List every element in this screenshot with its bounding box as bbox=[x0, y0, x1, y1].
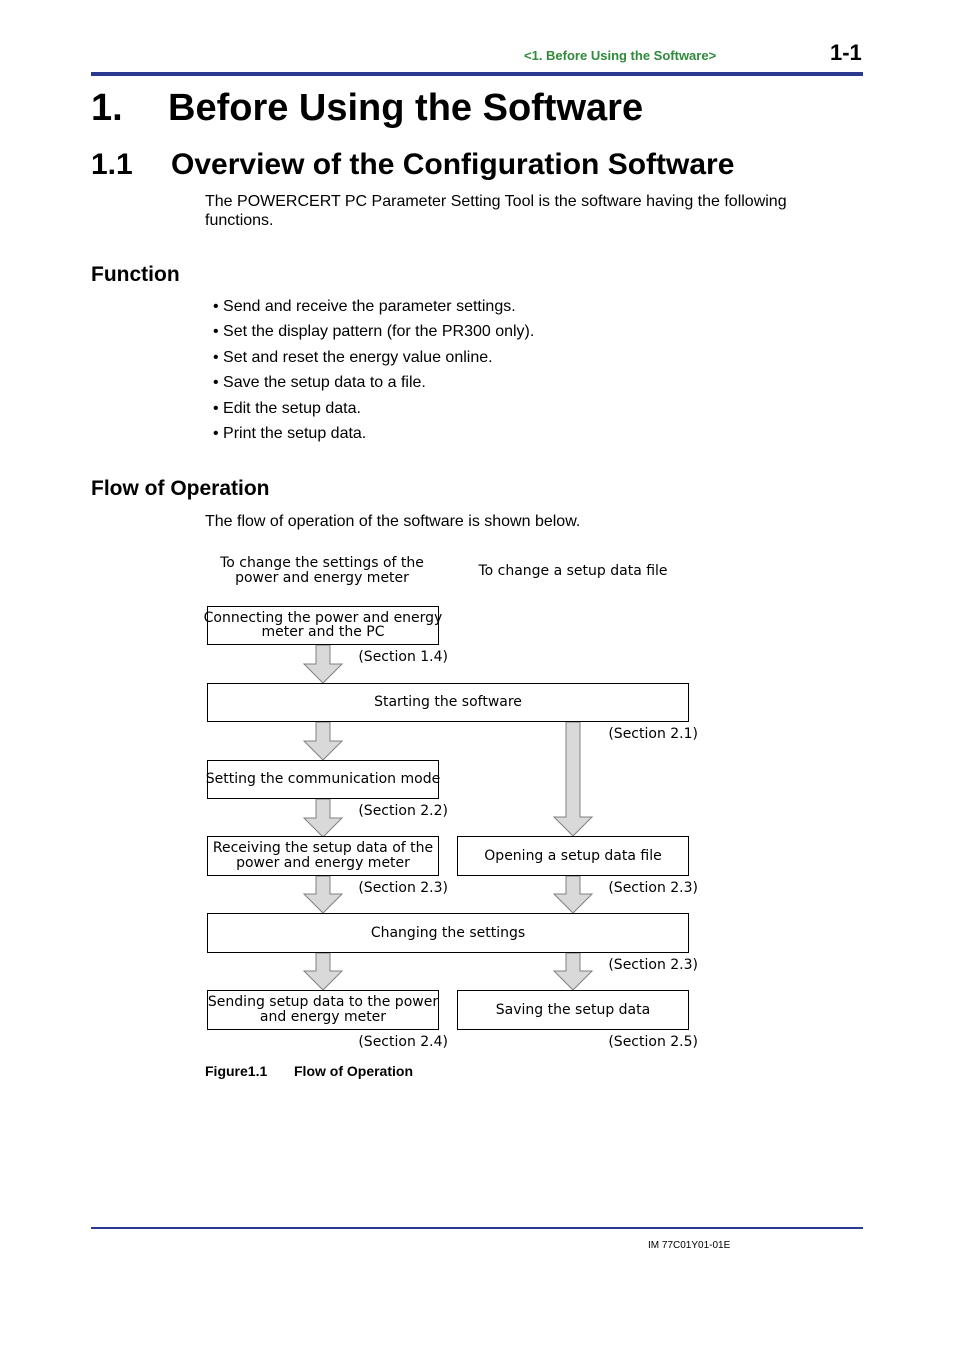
step-change-text: Changing the settings bbox=[370, 925, 526, 941]
arrow-down bbox=[304, 722, 342, 760]
list-item: • Edit the setup data. bbox=[213, 399, 361, 417]
footer-rule bbox=[91, 1227, 863, 1229]
intro-paragraph: The POWERCERT PC Parameter Setting Tool is the software having the following functions. bbox=[205, 193, 787, 229]
chapter-number: 1. bbox=[91, 87, 123, 129]
arrow-down bbox=[554, 953, 592, 990]
chapter-title-text: Before Using the Software bbox=[168, 87, 644, 129]
left-column-header-line1: To change the settings of the bbox=[220, 555, 424, 571]
list-item: • Print the setup data. bbox=[213, 424, 367, 442]
figure-label: Figure1.1 bbox=[205, 1063, 268, 1079]
flow-intro: The flow of operation of the software is shown below. bbox=[205, 513, 581, 530]
step-receive-line2: power and energy meter bbox=[236, 855, 410, 871]
step-comm-mode-text: Setting the communication mode bbox=[205, 771, 441, 787]
section-number: 1.1 bbox=[91, 148, 133, 181]
arrow-down bbox=[304, 645, 342, 683]
step-send-line2: and energy meter bbox=[259, 1009, 387, 1025]
ref-section-2-1: (Section 2.1) bbox=[608, 726, 698, 742]
ref-section-1-4: (Section 1.4) bbox=[358, 649, 448, 665]
page-number: 1-1 bbox=[830, 40, 862, 65]
step-connect-line1: Connecting the power and energy bbox=[203, 610, 443, 626]
arrow-down bbox=[304, 799, 342, 837]
ref-section-2-5: (Section 2.5) bbox=[608, 1034, 698, 1050]
figure-title: Flow of Operation bbox=[294, 1063, 413, 1079]
list-item: • Set the display pattern (for the PR300 only). bbox=[213, 323, 535, 341]
arrow-down-long bbox=[554, 722, 592, 836]
step-send-line1: Sending setup data to the power bbox=[207, 994, 439, 1010]
right-column-header: To change a setup data file bbox=[478, 563, 668, 579]
function-heading: Function bbox=[91, 263, 180, 286]
list-item: • Send and receive the parameter settings. bbox=[213, 298, 516, 315]
list-item: • Set and reset the energy value online. bbox=[213, 348, 493, 366]
figure-caption bbox=[205, 1063, 413, 1079]
step-receive-line1: Receiving the setup data of the bbox=[212, 840, 434, 856]
running-header-section: <1. Before Using the Software> bbox=[524, 48, 717, 63]
step-connect-line2: meter and the PC bbox=[261, 624, 385, 640]
step-start-text: Starting the software bbox=[374, 694, 522, 710]
arrow-down bbox=[554, 876, 592, 913]
ref-section-2-2: (Section 2.2) bbox=[358, 803, 448, 819]
arrow-down bbox=[304, 876, 342, 913]
ref-section-2-4: (Section 2.4) bbox=[358, 1034, 448, 1050]
list-item: • Save the setup data to a file. bbox=[213, 374, 426, 392]
section-title-text: Overview of the Configuration Software bbox=[171, 148, 735, 181]
ref-section-2-3-change: (Section 2.3) bbox=[608, 957, 698, 973]
arrow-down bbox=[304, 953, 342, 990]
left-column-header-line2: power and energy meter bbox=[235, 570, 409, 586]
document-id: IM 77C01Y01-01E bbox=[648, 1240, 731, 1251]
ref-section-2-3-left: (Section 2.3) bbox=[358, 880, 448, 896]
step-open-text: Opening a setup data file bbox=[484, 848, 662, 864]
step-save-text: Saving the setup data bbox=[495, 1002, 651, 1018]
flow-heading: Flow of Operation bbox=[91, 477, 270, 500]
ref-section-2-3-right: (Section 2.3) bbox=[608, 880, 698, 896]
